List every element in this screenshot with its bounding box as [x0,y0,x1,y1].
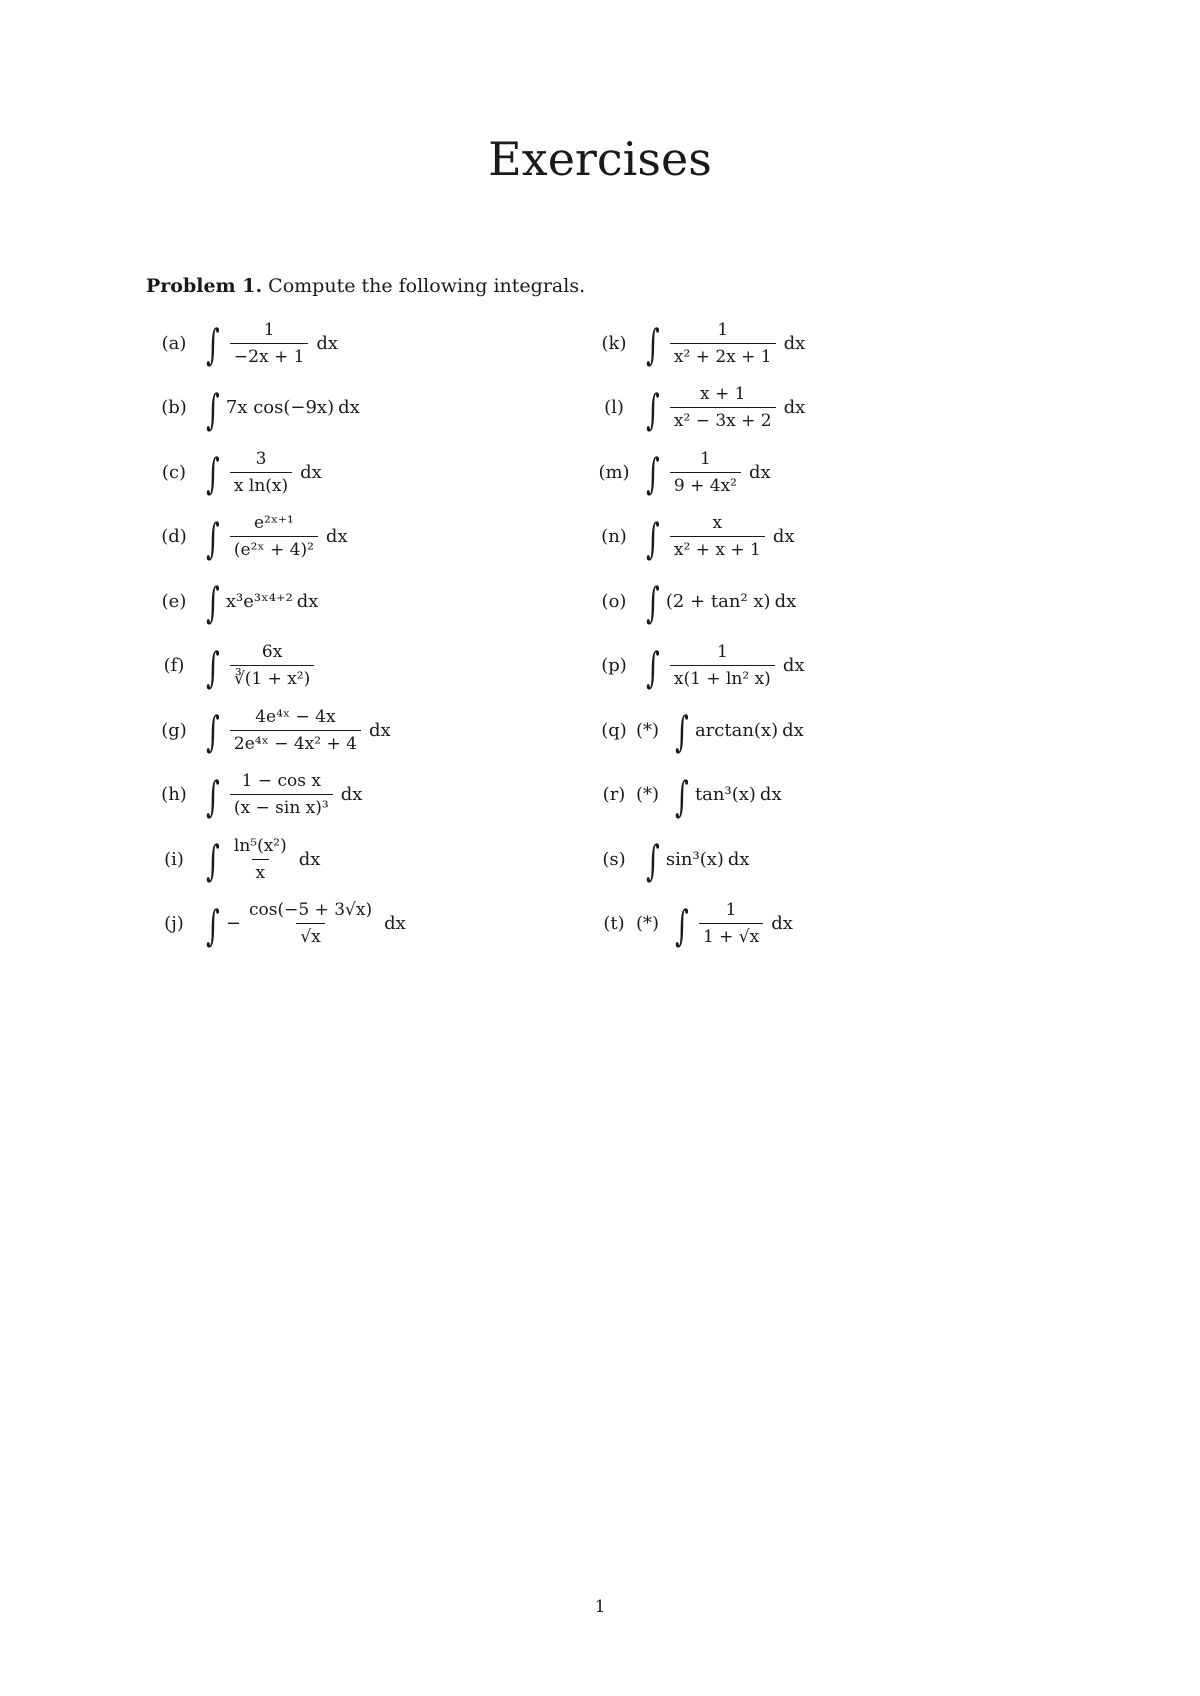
integral-sign-icon: ∫ [206,836,220,885]
fraction-numerator: x [712,513,723,533]
fraction-denominator: −2x + 1 [230,343,309,367]
exercise-label: (k) [601,332,627,354]
differential: dx [298,848,321,870]
differential: dx [783,332,806,354]
fraction-denominator: 2e⁴ˣ − 4x² + 4 [230,730,361,754]
exercise-label: (i) [164,848,184,870]
exercise-label: (j) [164,913,184,934]
exercise-label: (f) [163,655,185,676]
fraction [670,449,741,496]
integrand-expression: (2 + tan² x) [665,590,771,612]
exercise-label: (n) [601,526,627,547]
differential: dx [782,719,804,741]
exercise-label: (b) [161,397,187,418]
exercise-item [592,318,805,368]
exercise-label: (e) [161,590,187,612]
differential: dx [384,913,406,934]
fraction-numerator: 1 [716,642,728,662]
fraction-numerator: 3 [255,448,267,469]
integral-sign-icon: ∫ [206,320,220,369]
integral-sign-icon: ∫ [675,707,689,756]
fraction [230,320,309,367]
optional-marker: (*) [636,913,660,934]
fraction [699,900,763,947]
fraction [670,642,775,689]
integrand-expression: sin³(x) [665,848,724,870]
integrand-expression: arctan(x) [694,719,779,741]
integral-sign-icon: ∫ [646,642,660,692]
fraction-numerator: ln⁵(x²) [233,835,287,856]
integral-sign-icon: ∫ [675,771,689,821]
exercise-item [592,576,796,626]
integral-sign-icon: ∫ [206,384,220,434]
optional-marker: (*) [636,784,660,805]
integrand-expression: tan³(x) [694,784,756,805]
fraction-denominator: x(1 + ln² x) [670,665,775,689]
integral-sign-icon: ∫ [646,384,660,434]
fraction [230,771,333,818]
integral-sign-icon: ∫ [646,320,660,369]
exercise-item [152,641,318,691]
exercise-label: (o) [601,590,627,612]
exercise-item [592,899,793,949]
exercise-item [152,447,322,497]
fraction-denominator: 9 + 4x² [670,472,741,496]
fraction [670,513,765,560]
exercise-label: (h) [161,784,187,805]
integral-sign-icon: ∫ [646,836,660,885]
fraction [230,449,292,496]
differential: dx [772,526,795,547]
fraction [670,320,776,367]
exercise-label: (c) [161,461,187,483]
integral-sign-icon: ∫ [206,900,220,950]
fraction-denominator: 1 + √x [699,923,763,947]
exercise-item [592,447,771,497]
integral-sign-icon: ∫ [206,449,220,498]
exercise-label: (r) [602,784,626,805]
fraction-denominator: x [252,859,270,883]
page-title: Exercises [488,132,712,186]
differential: dx [759,784,782,805]
fraction-numerator: e²ˣ⁺¹ [253,513,294,533]
fraction-numerator: 1 − cos x [241,771,321,791]
exercise-item [152,834,320,884]
integral-sign-icon: ∫ [646,578,660,627]
exercise-label: (a) [161,332,187,354]
fraction-denominator: x² − 3x + 2 [670,407,776,431]
exercise-item [152,705,391,755]
integral-sign-icon: ∫ [206,513,220,563]
exercise-item [592,770,782,820]
differential: dx [782,655,805,676]
problem-text: Compute the following integrals. [268,275,586,297]
optional-marker: (*) [636,719,660,741]
integrand-expression: x³e³ˣ⁴⁺² [225,590,293,612]
differential: dx [300,461,322,483]
integral-sign-icon: ∫ [206,707,220,756]
differential: dx [783,397,806,418]
integral-sign-icon: ∫ [206,642,220,692]
fraction [245,900,376,947]
exercise-item [152,383,360,433]
exercise-label: (s) [602,848,626,870]
integral-sign-icon: ∫ [675,900,689,950]
fraction [230,707,361,754]
fraction-denominator: x² + x + 1 [670,536,765,560]
exercise-label: (l) [604,397,624,418]
fraction-denominator: ∛(1 + x²) [230,665,314,689]
differential: dx [316,332,339,354]
differential: dx [727,848,750,870]
fraction [230,836,291,883]
fraction [230,642,314,689]
fraction-denominator: (x − sin x)³ [230,794,333,818]
integral-sign-icon: ∫ [206,771,220,821]
problem-statement [146,275,585,297]
differential: dx [771,913,793,934]
exercise-item [592,705,804,755]
differential: dx [338,397,360,418]
exercise-item [152,899,406,949]
exercise-item [592,641,805,691]
differential: dx [774,590,797,612]
exercise-item [152,318,338,368]
integral-sign-icon: ∫ [206,578,220,627]
fraction-denominator: (e²ˣ + 4)² [230,536,318,560]
problem-heading: Problem 1. [146,275,263,297]
exercise-label: (g) [161,719,187,741]
exercise-label: (p) [601,655,627,676]
fraction [230,513,318,560]
differential: dx [748,461,771,483]
fraction-numerator: 1 [263,319,275,340]
integral-sign-icon: ∫ [646,449,660,498]
exercise-item [592,834,750,884]
fraction-denominator: √x [296,923,324,947]
fraction-numerator: 1 [717,319,729,340]
fraction-numerator: x + 1 [700,384,746,404]
page-number: 1 [594,1597,606,1617]
integral-sign-icon: ∫ [646,513,660,563]
fraction [670,384,776,431]
differential: dx [325,526,348,547]
integrand-expression: 7x cos(−9x) [225,397,335,418]
exercise-label: (m) [598,461,630,483]
fraction-denominator: x² + 2x + 1 [670,343,776,367]
exercise-label: (q) [601,719,627,741]
fraction-numerator: 6x [261,642,283,662]
integrand-expression: − [225,913,241,934]
differential: dx [340,784,363,805]
fraction-numerator: 4e⁴ˣ − 4x [255,706,336,727]
exercise-item [152,512,348,562]
fraction-numerator: cos(−5 + 3√x) [248,900,373,920]
differential: dx [296,590,319,612]
exercise-label: (t) [603,913,625,934]
exercise-label: (d) [161,526,187,547]
fraction-denominator: x ln(x) [230,472,292,496]
exercise-item [152,770,362,820]
exercise-item [592,383,805,433]
exercise-item [152,576,318,626]
exercise-item [592,512,795,562]
fraction-numerator: 1 [725,900,737,920]
fraction-numerator: 1 [700,448,711,469]
differential: dx [368,719,391,741]
